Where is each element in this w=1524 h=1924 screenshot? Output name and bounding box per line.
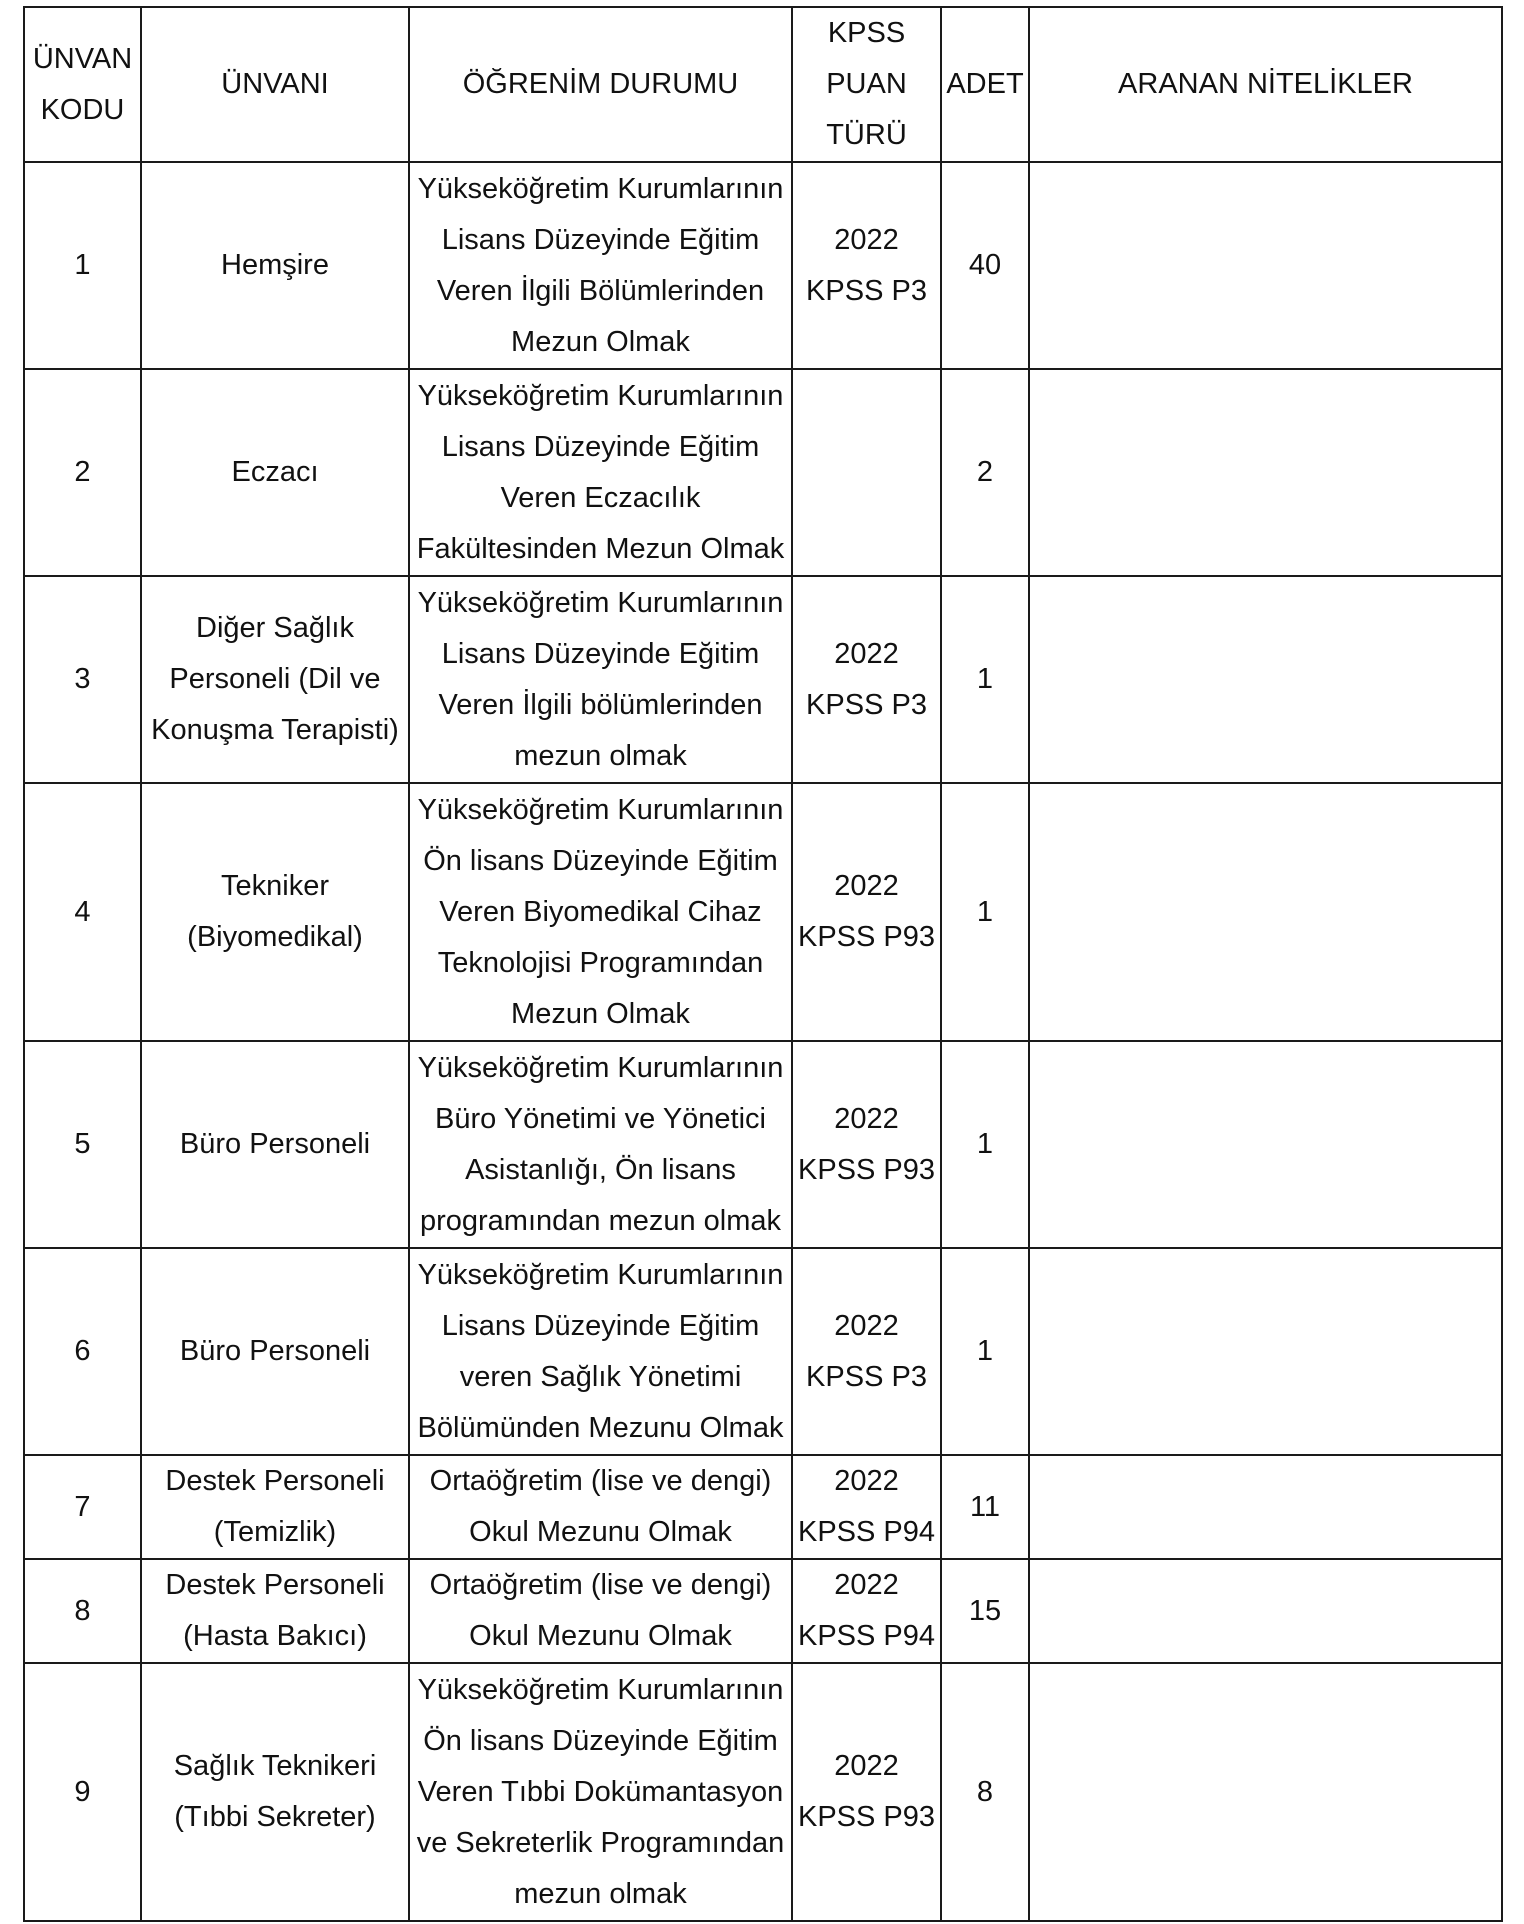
cell-qualifications: [1029, 576, 1502, 783]
header-code: ÜNVAN KODU: [24, 7, 141, 162]
table-row: [24, 1455, 1502, 1559]
header-kpss: KPSS PUAN TÜRÜ: [792, 7, 941, 162]
table-row: [24, 162, 1502, 369]
positions-table: [23, 6, 1503, 1922]
cell-education: Ortaöğretim (lise ve dengi) Okul Mezunu Olmak: [409, 1455, 792, 1559]
header-education: ÖĞRENİM DURUMU: [409, 7, 792, 162]
cell-title: Büro Personeli: [141, 1248, 409, 1455]
cell-title: Tekniker (Biyomedikal): [141, 783, 409, 1041]
cell-code: 8: [24, 1559, 141, 1663]
cell-qualifications: [1029, 162, 1502, 369]
cell-title: Diğer Sağlık Personeli (Dil ve Konuşma Terapisti): [141, 576, 409, 783]
cell-title: Eczacı: [141, 369, 409, 576]
cell-count: 15: [941, 1559, 1029, 1663]
cell-title: Hemşire: [141, 162, 409, 369]
table-row: [24, 1559, 1502, 1663]
cell-qualifications: [1029, 1041, 1502, 1248]
table-row: [24, 783, 1502, 1041]
header-qualifications: ARANAN NİTELİKLER: [1029, 7, 1502, 162]
cell-count: 1: [941, 576, 1029, 783]
cell-kpss: 2022 KPSS P3: [792, 576, 941, 783]
cell-title: Büro Personeli: [141, 1041, 409, 1248]
cell-qualifications: [1029, 369, 1502, 576]
table-row: [24, 576, 1502, 783]
cell-count: 2: [941, 369, 1029, 576]
cell-code: 1: [24, 162, 141, 369]
cell-kpss: 2022 KPSS P93: [792, 1041, 941, 1248]
cell-code: 2: [24, 369, 141, 576]
header-title: ÜNVANI: [141, 7, 409, 162]
cell-count: 1: [941, 783, 1029, 1041]
cell-education: Yükseköğretim Kurumlarının Ön lisans Düzeyinde Eğitim Veren Biyomedikal Cihaz Teknolojisi Programından Mezun Olmak: [409, 783, 792, 1041]
table-row: [24, 369, 1502, 576]
cell-code: 5: [24, 1041, 141, 1248]
cell-title: Sağlık Teknikeri (Tıbbi Sekreter): [141, 1663, 409, 1921]
cell-education: Yükseköğretim Kurumlarının Lisans Düzeyinde Eğitim veren Sağlık Yönetimi Bölümünden Mezunu Olmak: [409, 1248, 792, 1455]
table-row: [24, 1663, 1502, 1921]
cell-kpss: 2022 KPSS P94: [792, 1455, 941, 1559]
cell-education: Yükseköğretim Kurumlarının Büro Yönetimi ve Yönetici Asistanlığı, Ön lisans programından mezun olmak: [409, 1041, 792, 1248]
cell-code: 9: [24, 1663, 141, 1921]
cell-kpss: [792, 369, 941, 576]
cell-education: Yükseköğretim Kurumlarının Ön lisans Düzeyinde Eğitim Veren Tıbbi Dokümantasyon ve Sekreterlik Programından mezun olmak: [409, 1663, 792, 1921]
cell-kpss: 2022 KPSS P94: [792, 1559, 941, 1663]
cell-education: Yükseköğretim Kurumlarının Lisans Düzeyinde Eğitim Veren Eczacılık Fakültesinden Mezun Olmak: [409, 369, 792, 576]
cell-qualifications: [1029, 783, 1502, 1041]
cell-kpss: 2022 KPSS P93: [792, 783, 941, 1041]
table-row: [24, 1248, 1502, 1455]
header-count: ADET: [941, 7, 1029, 162]
cell-education: Yükseköğretim Kurumlarının Lisans Düzeyinde Eğitim Veren İlgili bölümlerinden mezun olmak: [409, 576, 792, 783]
cell-education: Yükseköğretim Kurumlarının Lisans Düzeyinde Eğitim Veren İlgili Bölümlerinden Mezun Olmak: [409, 162, 792, 369]
cell-qualifications: [1029, 1559, 1502, 1663]
cell-count: 8: [941, 1663, 1029, 1921]
cell-qualifications: [1029, 1455, 1502, 1559]
cell-count: 1: [941, 1248, 1029, 1455]
cell-code: 6: [24, 1248, 141, 1455]
cell-kpss: 2022 KPSS P3: [792, 162, 941, 369]
cell-code: 7: [24, 1455, 141, 1559]
cell-education: Ortaöğretim (lise ve dengi) Okul Mezunu Olmak: [409, 1559, 792, 1663]
cell-qualifications: [1029, 1248, 1502, 1455]
cell-qualifications: [1029, 1663, 1502, 1921]
cell-count: 1: [941, 1041, 1029, 1248]
cell-title: Destek Personeli (Hasta Bakıcı): [141, 1559, 409, 1663]
cell-count: 11: [941, 1455, 1029, 1559]
cell-kpss: 2022 KPSS P3: [792, 1248, 941, 1455]
cell-code: 3: [24, 576, 141, 783]
table-row: [24, 1041, 1502, 1248]
cell-title: Destek Personeli (Temizlik): [141, 1455, 409, 1559]
header-row: [24, 7, 1502, 162]
cell-code: 4: [24, 783, 141, 1041]
cell-kpss: 2022 KPSS P93: [792, 1663, 941, 1921]
cell-count: 40: [941, 162, 1029, 369]
